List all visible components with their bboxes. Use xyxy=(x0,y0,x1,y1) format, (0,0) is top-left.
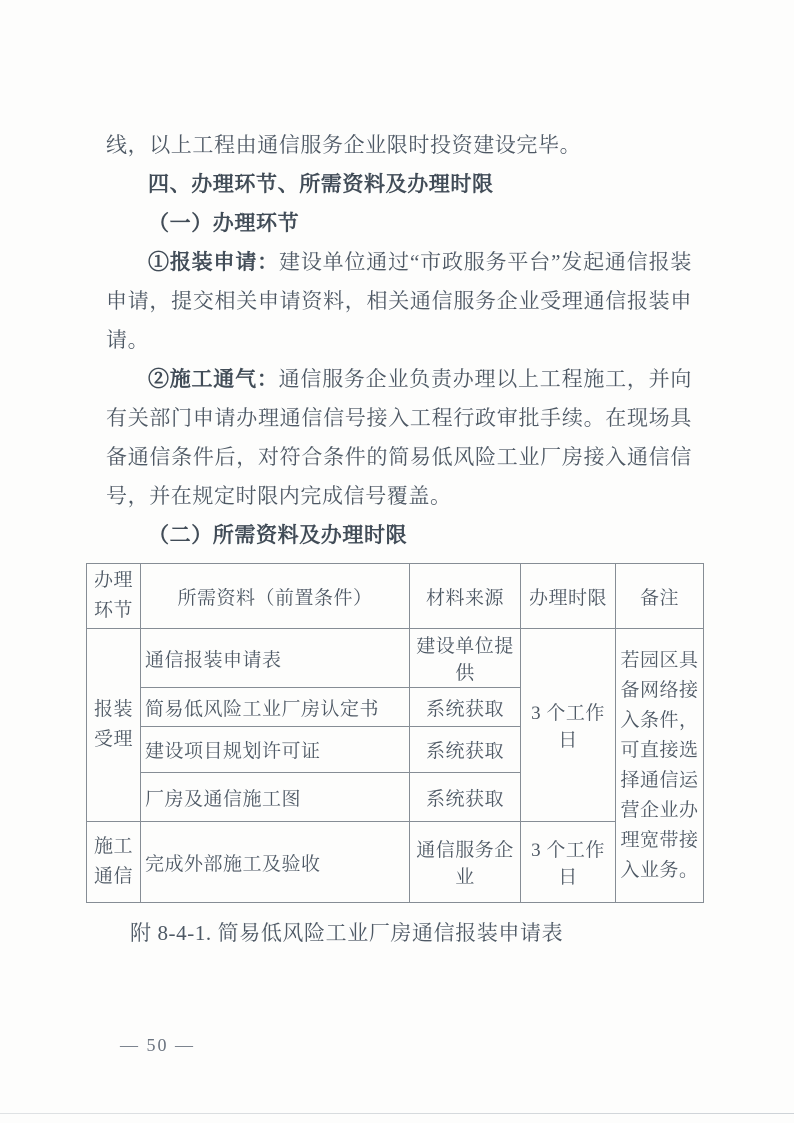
header-time: 办理时限 xyxy=(521,564,616,629)
material-cell: 完成外部施工及验收 xyxy=(141,822,410,903)
material-cell: 简易低风险工业厂房认定书 xyxy=(141,688,410,727)
paragraph-step-1 xyxy=(106,243,692,360)
stage-cell-shigong-tongxin: 施工通信 xyxy=(87,822,141,903)
header-materials: 所需资料（前置条件） xyxy=(141,564,410,629)
page-number: — 50 — xyxy=(120,1035,195,1055)
sub-heading-handling-steps: （一）办理环节 xyxy=(148,211,300,235)
material-cell: 厂房及通信施工图 xyxy=(141,773,410,822)
source-cell: 系统获取 xyxy=(410,727,521,773)
header-stage: 办理环节 xyxy=(87,564,141,629)
step-2-label: ②施工通气： xyxy=(148,367,279,391)
section-heading: 四、办理环节、所需资料及办理时限 xyxy=(148,172,494,196)
page-content xyxy=(93,126,699,1056)
time-cell-group1: 3 个工作日 xyxy=(521,629,616,822)
header-source: 材料来源 xyxy=(410,564,521,629)
note-cell: 若园区具备网络接入条件，可直接选择通信运营企业办理宽带接入业务。 xyxy=(616,629,704,903)
step-1-label: ①报装申请： xyxy=(148,250,279,274)
paragraph-step-2 xyxy=(106,360,692,516)
source-cell: 通信服务企业 xyxy=(410,822,521,903)
material-cell: 通信报装申请表 xyxy=(141,629,410,688)
stage-cell-baozhuang-shouli: 报装受理 xyxy=(87,629,141,822)
source-cell: 建设单位提供 xyxy=(410,629,521,688)
paragraph-continuation: 线，以上工程由通信服务企业限时投资建设完毕。 xyxy=(106,133,582,157)
header-note: 备注 xyxy=(616,564,704,629)
table-row xyxy=(87,822,704,903)
table-header-row xyxy=(87,564,704,629)
time-cell-group2: 3 个工作日 xyxy=(521,822,616,903)
source-cell: 系统获取 xyxy=(410,688,521,727)
attachment-caption: 附 8-4-1. 简易低风险工业厂房通信报装申请表 xyxy=(130,921,564,945)
scan-edge-artifact xyxy=(0,1113,794,1114)
sub-heading-materials-time: （二）所需资料及办理时限 xyxy=(148,523,408,547)
step-2-text: 通信服务企业负责办理以上工程施工，并向有关部门申请办理通信信号接入工程行政审批手续。在现场具备通信条件后，对符合条件的简易低风险工业厂房接入通信信号，并在规定时限内完成信号覆盖。 xyxy=(106,367,692,508)
source-cell: 系统获取 xyxy=(410,773,521,822)
materials-table xyxy=(86,563,704,903)
step-1-text: 建设单位通过“市政服务平台”发起通信报装申请，提交相关申请资料，相关通信服务企业受理通信报装申请。 xyxy=(106,250,692,352)
material-cell: 建设项目规划许可证 xyxy=(141,727,410,773)
table-row xyxy=(87,629,704,688)
